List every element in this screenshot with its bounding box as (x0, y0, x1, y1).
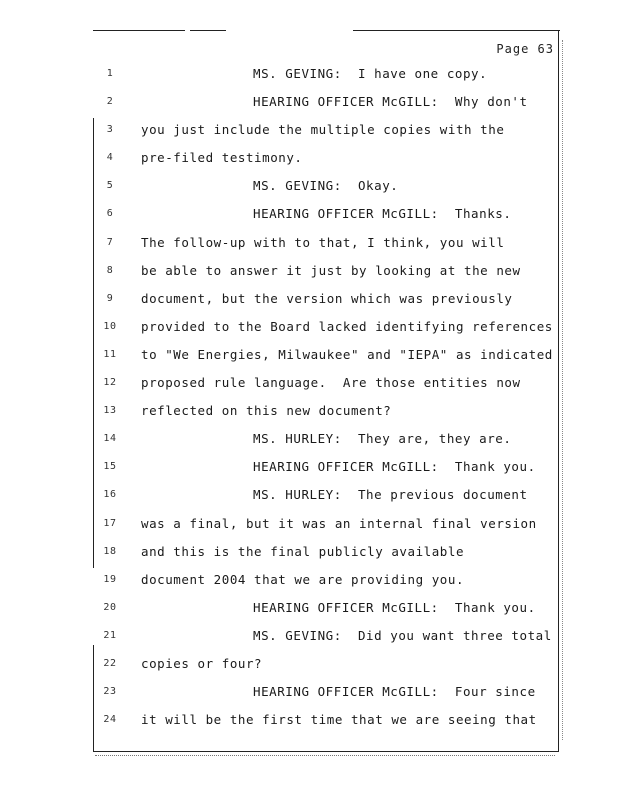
transcript-line (0, 285, 560, 313)
line-number: 18 (103, 545, 117, 557)
line-number: 15 (103, 461, 117, 473)
line-number: 22 (103, 657, 117, 669)
line-number: 12 (103, 377, 117, 389)
line-text: be able to answer it just by looking at the new (141, 262, 521, 278)
transcript-line (0, 313, 560, 341)
transcript-line (0, 60, 560, 88)
transcript-line (0, 566, 560, 594)
line-text: MS. HURLEY: The previous document (253, 487, 528, 503)
page-frame-bottom (93, 751, 559, 752)
transcript-line (0, 453, 560, 481)
header-rule (93, 30, 185, 31)
line-number: 2 (106, 96, 114, 108)
line-text: and this is the final publicly available (141, 543, 465, 559)
transcript-line (0, 369, 560, 397)
footer-specks (95, 755, 555, 756)
transcript-line (0, 622, 560, 650)
line-number: 9 (106, 292, 114, 304)
transcript-line (0, 257, 560, 285)
line-text: you just include the multiple copies with the (141, 122, 505, 138)
transcript-lines (0, 60, 560, 734)
transcript-line (0, 116, 560, 144)
line-number: 23 (103, 686, 117, 698)
line-text: pre-filed testimony. (141, 150, 303, 166)
transcript-line (0, 678, 560, 706)
line-number: 21 (103, 629, 117, 641)
header-rule (353, 30, 560, 31)
line-number: 10 (103, 320, 117, 332)
line-number: 19 (103, 573, 117, 585)
line-number: 14 (103, 433, 117, 445)
line-number: 20 (103, 601, 117, 613)
scan-edge-specks (562, 40, 563, 740)
line-text: The follow-up with to that, I think, you will (141, 234, 505, 250)
line-number: 4 (106, 152, 114, 164)
transcript-line (0, 481, 560, 509)
line-text: document, but the version which was previously (141, 290, 513, 306)
transcript-line (0, 706, 560, 734)
line-number: 8 (106, 264, 114, 276)
line-text: to "We Energies, Milwaukee" and "IEPA" as indicated (141, 346, 553, 362)
transcript-line (0, 144, 560, 172)
line-text: HEARING OFFICER McGILL: Thank you. (253, 459, 536, 475)
page-number: Page 63 (496, 42, 554, 56)
line-text: provided to the Board lacked identifying references (141, 318, 553, 334)
line-number: 24 (103, 714, 117, 726)
transcript-line (0, 341, 560, 369)
line-number: 13 (103, 405, 117, 417)
header-rule (190, 30, 226, 31)
transcript-line (0, 88, 560, 116)
line-text: MS. GEVING: Okay. (253, 178, 399, 194)
line-number: 3 (106, 124, 114, 136)
line-text: HEARING OFFICER McGILL: Why don't (253, 94, 528, 110)
transcript-line (0, 200, 560, 228)
transcript-line (0, 538, 560, 566)
transcript-line (0, 510, 560, 538)
line-text: proposed rule language. Are those entities now (141, 375, 521, 391)
line-text: copies or four? (141, 655, 263, 671)
line-text: reflected on this new document? (141, 403, 392, 419)
line-number: 16 (103, 489, 117, 501)
line-text: document 2004 that we are providing you. (141, 571, 465, 587)
line-number: 6 (106, 208, 114, 220)
line-number: 7 (106, 236, 114, 248)
line-text: it will be the first time that we are seeing that (141, 712, 537, 728)
line-number: 1 (106, 68, 114, 79)
transcript-line (0, 397, 560, 425)
line-number: 17 (103, 517, 117, 529)
transcript-line (0, 650, 560, 678)
line-number: 5 (106, 180, 114, 192)
transcript-line (0, 425, 560, 453)
transcript-line (0, 229, 560, 257)
line-text: MS. GEVING: Did you want three total (253, 627, 552, 643)
line-text: HEARING OFFICER McGILL: Thank you. (253, 599, 536, 615)
line-number: 11 (103, 348, 117, 360)
transcript-line (0, 172, 560, 200)
line-text: HEARING OFFICER McGILL: Thanks. (253, 206, 512, 222)
line-text: was a final, but it was an internal final version (141, 515, 537, 531)
line-text: MS. GEVING: I have one copy. (253, 66, 488, 81)
transcript-line (0, 594, 560, 622)
line-text: HEARING OFFICER McGILL: Four since (253, 684, 536, 700)
line-text: MS. HURLEY: They are, they are. (253, 431, 512, 447)
